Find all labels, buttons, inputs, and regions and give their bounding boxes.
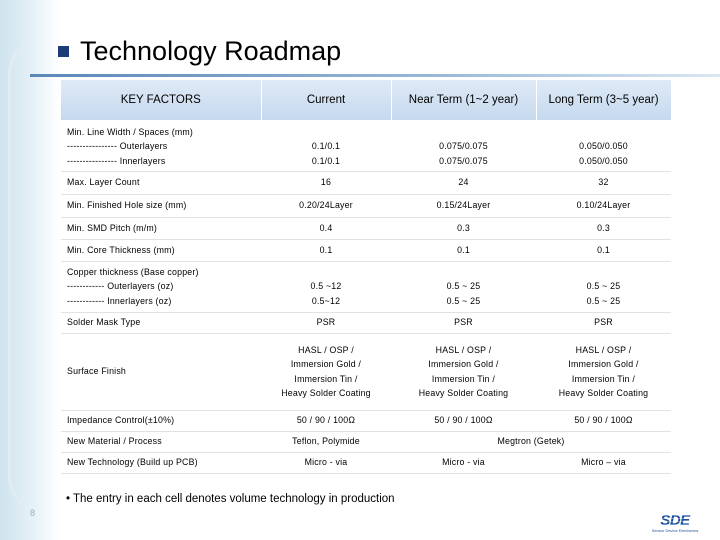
factor-cell-line: ---------------- Outerlayers (67, 141, 168, 151)
roadmap-table (61, 80, 672, 474)
footnote: • The entry in each cell denotes volume technology in production (66, 493, 395, 505)
long-term-cell-line: 0.5 ~ 25 (586, 295, 621, 306)
factor-cell (61, 171, 261, 194)
factor-cell (61, 333, 261, 410)
factor-cell-line: Impedance Control(±10%) (67, 415, 175, 426)
current-cell (261, 171, 391, 194)
near-term-cell-line: 0.1 (457, 244, 470, 255)
near-term-cell-line (395, 265, 532, 280)
factor-cell-line: Max. Layer Count (67, 177, 140, 188)
factor-cell-line: New Material / Process (67, 436, 162, 447)
factor-cell-line: Min. Line Width / Spaces (mm) (67, 126, 194, 137)
factor-cell (61, 261, 261, 312)
near-term-cell-line: 50 / 90 / 100Ω (434, 415, 493, 426)
long-term-cell (536, 194, 671, 217)
long-term-cell-line: 0.1 (597, 244, 610, 255)
factor-cell (61, 312, 261, 333)
header-long-term: Long Term (3~5 year) (536, 80, 671, 121)
factor-cell-line: ------------ Innerlayers (oz) (67, 295, 172, 306)
near-term-cell-line: 0.5 ~ 25 (446, 281, 481, 292)
table-row (61, 452, 671, 473)
current-cell-line (265, 265, 387, 280)
table-row (61, 217, 671, 239)
long-term-cell-line (540, 265, 667, 280)
near-term-cell-line: Immersion Gold / (428, 359, 499, 369)
long-term-cell (536, 261, 671, 312)
near-term-cell-line: Micro - via (442, 457, 485, 468)
current-cell (261, 261, 391, 312)
factor-cell (61, 452, 261, 473)
current-cell-line: 0.1/0.1 (311, 141, 341, 151)
near-term-cell-line: HASL / OSP / (435, 344, 492, 355)
current-cell (261, 239, 391, 261)
near-term-cell-line: 0.075/0.075 (439, 141, 488, 151)
current-cell-line: 0.5~12 (311, 295, 341, 306)
long-term-cell (536, 452, 671, 473)
near-term-cell-line: 0.075/0.075 (439, 155, 488, 166)
long-term-cell-line: 0.3 (597, 222, 610, 233)
factor-cell-line: ------------ Outerlayers (oz) (67, 281, 174, 292)
current-cell-line: PSR (316, 317, 336, 328)
factor-cell (61, 410, 261, 431)
long-term-cell-line: 0.5 ~ 25 (586, 281, 621, 292)
near-term-cell-line: 0.15/24Layer (436, 200, 491, 211)
table-header-row (61, 80, 671, 121)
near-term-cell (391, 121, 536, 171)
long-term-cell-line: Immersion Tin / (571, 373, 636, 384)
table-row (61, 312, 671, 333)
current-cell (261, 121, 391, 171)
table-row (61, 431, 671, 452)
current-cell-line: Teflon, Polymide (292, 436, 360, 447)
table-row (61, 121, 671, 171)
factor-cell-line: New Technology (Build up PCB) (67, 457, 198, 468)
long-term-cell (536, 171, 671, 194)
factor-cell-line: Copper thickness (Base copper) (67, 266, 199, 277)
near-term-cell (391, 312, 536, 333)
table-row (61, 194, 671, 217)
long-term-cell-line: 50 / 90 / 100Ω (574, 415, 633, 426)
current-cell-line: 0.1 (319, 244, 333, 255)
table-row (61, 333, 671, 410)
current-cell-line: Immersion Tin / (294, 373, 358, 384)
long-term-cell-line: 0.050/0.050 (579, 141, 628, 151)
company-logo (646, 513, 704, 537)
long-term-cell (536, 217, 671, 239)
near-term-cell (391, 239, 536, 261)
current-cell-line (265, 125, 387, 140)
long-term-cell (536, 410, 671, 431)
current-cell (261, 410, 391, 431)
title-bullet-icon (58, 46, 69, 57)
factor-cell-line: Min. SMD Pitch (m/m) (67, 222, 158, 233)
near-term-cell (391, 261, 536, 312)
logo-subtext: Sensor Device Electronics (651, 528, 699, 533)
table-body (61, 121, 671, 473)
near-term-cell (391, 333, 536, 410)
factor-cell-line: Solder Mask Type (67, 317, 141, 328)
near-term-cell-line: Heavy Solder Coating (418, 388, 509, 398)
near-term-cell-line: 24 (458, 177, 469, 188)
current-cell-line: Heavy Solder Coating (281, 388, 371, 398)
long-term-cell-line: Micro – via (581, 457, 626, 468)
long-term-cell-line: Immersion Gold / (568, 359, 639, 369)
table-row (61, 239, 671, 261)
table-row (61, 410, 671, 431)
current-cell-line: 0.1/0.1 (311, 155, 341, 166)
factor-cell-line: ---------------- Innerlayers (67, 155, 166, 166)
near-term-cell-line: PSR (454, 317, 473, 328)
title-divider (30, 74, 720, 77)
long-term-cell (536, 121, 671, 171)
logo-text: SDE (646, 513, 704, 528)
long-term-cell (536, 239, 671, 261)
current-cell-line: Micro - via (304, 457, 348, 468)
long-term-cell-line: HASL / OSP / (575, 344, 632, 355)
table-row (61, 171, 671, 194)
current-cell-line: 0.20/24Layer (299, 200, 353, 211)
factor-cell (61, 194, 261, 217)
page-title: Technology Roadmap (80, 36, 342, 66)
current-cell-line: HASL / OSP / (298, 344, 354, 355)
long-term-cell-line: 0.10/24Layer (576, 200, 631, 211)
long-term-cell-line: 32 (598, 177, 609, 188)
factor-cell-line: Surface Finish (67, 366, 127, 377)
near-term-cell (391, 171, 536, 194)
factor-cell (61, 239, 261, 261)
factor-cell (61, 431, 261, 452)
header-near-term: Near Term (1~2 year) (391, 80, 536, 121)
header-current: Current (261, 80, 391, 121)
current-cell-line: 0.5 ~12 (310, 281, 342, 292)
long-term-cell-line: 0.050/0.050 (579, 155, 628, 166)
current-cell-line: 0.4 (319, 222, 333, 233)
current-cell-line: 16 (320, 177, 332, 188)
factor-cell (61, 121, 261, 171)
near-term-cell (391, 217, 536, 239)
current-cell (261, 333, 391, 410)
near-term-cell (391, 452, 536, 473)
page-number: 8 (30, 508, 36, 518)
table-row (61, 261, 671, 312)
near-term-cell-line: Immersion Tin / (431, 373, 496, 384)
near-term-cell-line: 0.3 (457, 222, 470, 233)
long-term-cell-line: PSR (594, 317, 613, 328)
future-merged-cell: Megtron (Getek) (391, 431, 671, 452)
current-cell (261, 194, 391, 217)
near-term-cell (391, 194, 536, 217)
near-term-cell-line: 0.5 ~ 25 (446, 295, 481, 306)
current-cell (261, 431, 391, 452)
long-term-cell (536, 333, 671, 410)
current-cell (261, 217, 391, 239)
current-cell (261, 452, 391, 473)
factor-cell-line: Min. Finished Hole size (mm) (67, 200, 187, 211)
near-term-cell-line (395, 125, 532, 140)
long-term-cell-line (540, 125, 667, 140)
current-cell-line: Immersion Gold / (290, 359, 362, 369)
near-term-cell (391, 410, 536, 431)
long-term-cell-line: Heavy Solder Coating (558, 388, 649, 398)
current-cell-line: 50 / 90 / 100Ω (296, 415, 356, 426)
factor-cell (61, 217, 261, 239)
factor-cell-line: Min. Core Thickness (mm) (67, 244, 175, 255)
header-key-factors: KEY FACTORS (61, 80, 261, 121)
long-term-cell (536, 312, 671, 333)
current-cell (261, 312, 391, 333)
